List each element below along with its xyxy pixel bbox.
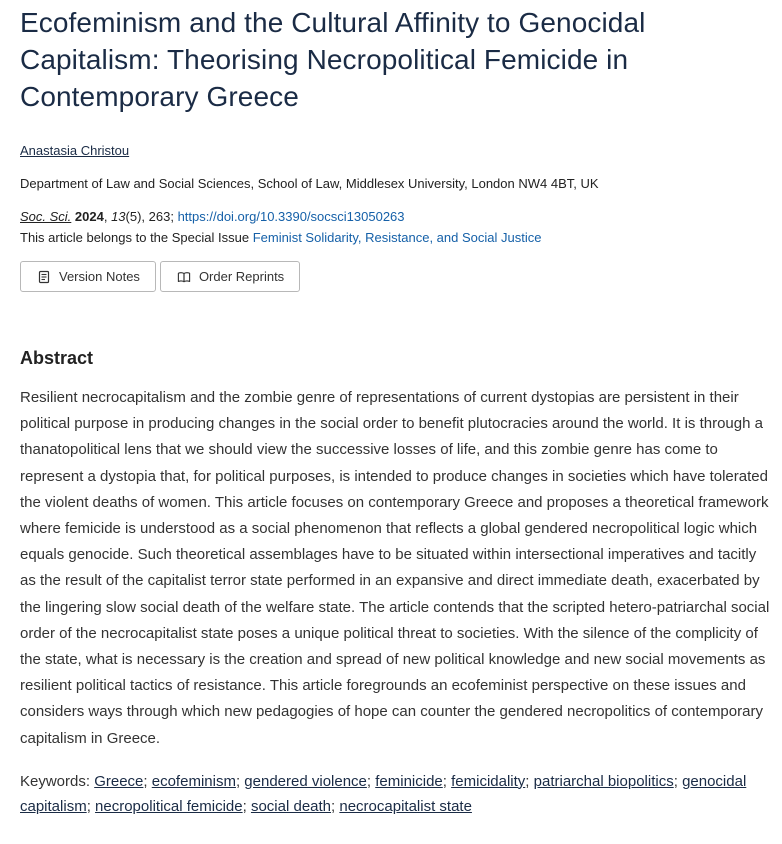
author-affiliation: Department of Law and Social Sciences, School of Law, Middlesex University, London NW4 4BT, UK bbox=[20, 176, 599, 191]
keyword-separator: ; bbox=[673, 772, 683, 790]
author-line bbox=[20, 142, 772, 160]
journal-name[interactable]: Soc. Sci. bbox=[20, 209, 72, 224]
keyword-link[interactable]: feminicide bbox=[375, 772, 443, 790]
keyword-link[interactable]: femicidality bbox=[451, 772, 526, 790]
citation-volume: 13 bbox=[111, 209, 126, 224]
keywords-label: Keywords: bbox=[20, 772, 95, 790]
abstract-text: Resilient necrocapitalism and the zombie genre of representations of current dystopias are persistent in their political purpose in producing changes in the social order to benefit plutocracies around the world. It is through a thanatopolitical lens that we should view the successive losses of life, and this zombie genre has come to represent a dystopia that, for political purposes, is intended to produce changes in societies which have tolerated the violent deaths of women. This article focuses on contemporary Greece and proposes a theoretical framework where femicide is understood as a social phenomenon that reflects a global gendered necropolitical logic which equals genocide. Such theoretical assemblages have to be situated within intersectional imperatives and tacitly as the result of the capitalist terror state performed in an expansive and direct immediate death, exacerbated by the lingering slow social death of the welfare state. The article contends that the scripted hetero-patriarchal social order of the necrocapitalist state poses a unique political threat to societies. With the silence of the complicity of the state, what is necessary is the creation and spread of new political knowledge and new social movements as resilient political tactics of resistance. This article foregrounds an ecofeminist perspective on these issues and considers ways through which new pedagogies of hope can counter the gendered necropolitics of contemporary capitalism in Greece. bbox=[20, 388, 770, 747]
special-issue-line bbox=[20, 229, 772, 247]
version-notes-label: Version Notes bbox=[59, 269, 140, 284]
keyword-separator: ; bbox=[442, 772, 452, 790]
keyword-link[interactable]: ecofeminism bbox=[151, 772, 236, 790]
book-icon bbox=[177, 270, 191, 284]
keyword-separator: ; bbox=[366, 772, 376, 790]
special-issue-prefix: This article belongs to the Special Issue bbox=[20, 230, 253, 245]
citation-year: 2024 bbox=[74, 209, 104, 224]
keyword-separator: ; bbox=[86, 797, 96, 815]
keyword-separator: ; bbox=[143, 772, 152, 790]
keyword-link[interactable]: patriarchal biopolitics bbox=[533, 772, 674, 790]
article-title: Ecofeminism and the Cultural Affinity to Genocidal Capitalism: Theorising Necropolitical Femicide in Contemporary Greece bbox=[20, 7, 646, 112]
doi-link[interactable]: https://doi.org/10.3390/socsci13050263 bbox=[177, 209, 405, 224]
keyword-link[interactable]: necropolitical femicide bbox=[95, 797, 243, 815]
author-link[interactable]: Anastasia Christou bbox=[20, 143, 130, 158]
keyword-separator: ; bbox=[242, 797, 251, 815]
keyword-link[interactable]: social death bbox=[250, 797, 332, 815]
keyword-separator: ; bbox=[331, 797, 340, 815]
keyword-link[interactable]: necrocapitalist state bbox=[339, 797, 472, 815]
abstract-heading: Abstract bbox=[20, 348, 94, 368]
keywords-section bbox=[20, 769, 772, 819]
keyword-separator: ; bbox=[525, 772, 534, 790]
special-issue-link[interactable]: Feminist Solidarity, Resistance, and Social Justice bbox=[252, 230, 542, 245]
keyword-link[interactable]: genocidal capitalism bbox=[20, 772, 747, 815]
article-page bbox=[20, 0, 772, 819]
keyword-link[interactable]: Greece bbox=[94, 772, 144, 790]
article-action-buttons bbox=[20, 261, 772, 292]
order-reprints-button[interactable] bbox=[160, 261, 300, 292]
citation-issue-pages: (5), 263; bbox=[125, 209, 178, 224]
citation-line: Soc. Sci. 2024, 13(5), 263; https://doi.org/10.3390/socsci13050263 bbox=[20, 209, 405, 224]
keyword-list bbox=[20, 773, 746, 815]
keyword-link[interactable]: gendered violence bbox=[244, 772, 367, 790]
version-notes-button[interactable] bbox=[20, 261, 156, 292]
order-reprints-label: Order Reprints bbox=[198, 269, 285, 284]
keyword-separator: ; bbox=[235, 772, 245, 790]
document-icon bbox=[37, 270, 51, 284]
